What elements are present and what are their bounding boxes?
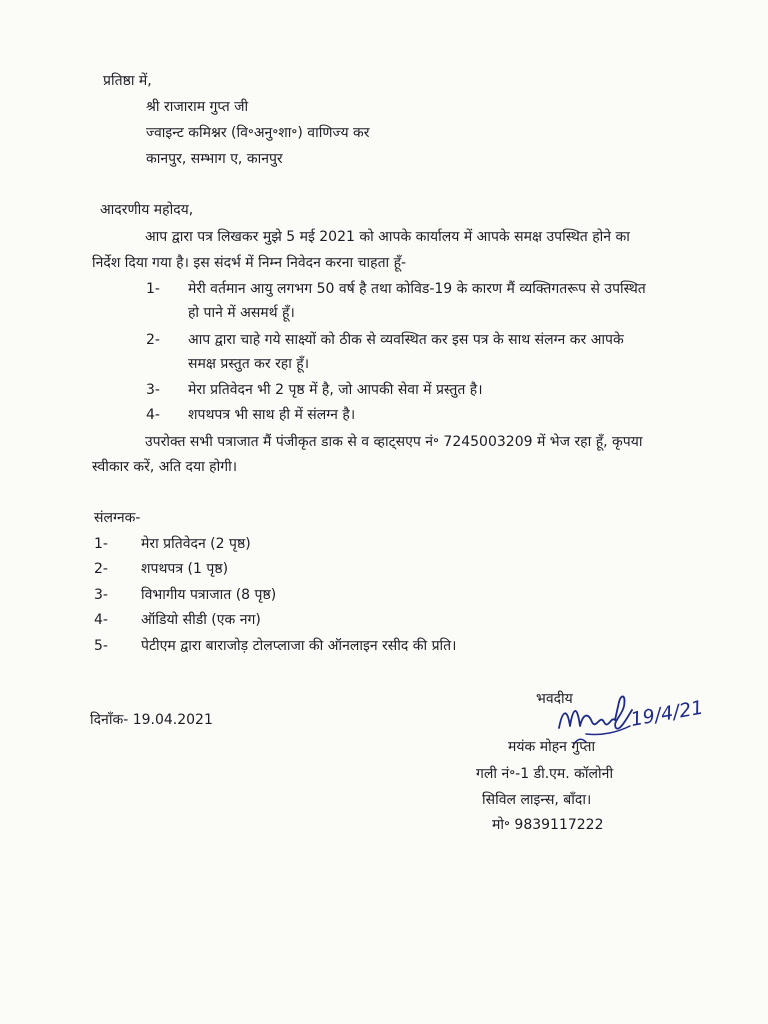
letter-date: दिनाँक- 19.04.2021: [90, 712, 213, 728]
point-number: 3-: [146, 382, 160, 398]
addressee-designation: ज्वाइन्ट कमिश्नर (वि॰अनु॰शा॰) वाणिज्य कर: [146, 125, 370, 141]
enclosure-item: ऑडियो सीडी (एक नग): [141, 612, 261, 628]
enclosures-heading: संलग्नक-: [94, 510, 141, 526]
point-text: मेरा प्रतिवेदन भी 2 पृष्ठ में है, जो आपकी सेवा में प्रस्तुत है।: [188, 382, 483, 398]
point-text: शपथपत्र भी साथ ही में संलग्न है।: [188, 407, 356, 423]
valediction: भवदीय: [536, 691, 573, 707]
greeting: आदरणीय महोदय,: [100, 202, 194, 218]
sender-address-line-2: सिविल लाइन्स, बाँदा।: [482, 792, 592, 808]
salutation-line: प्रतिष्ठा में,: [103, 73, 152, 89]
intro-line-1: आप द्वारा पत्र लिखकर मुझे 5 मई 2021 को आपके कार्यालय में आपके समक्ष उपस्थित होने का: [145, 229, 630, 245]
handwritten-date: 19/4/21: [629, 696, 706, 731]
enclosure-item: पेटीएम द्वारा बाराजोड़ टोलप्लाजा की ऑनलाइन रसीद की प्रति।: [141, 638, 457, 654]
point-text-continued: समक्ष प्रस्तुत कर रहा हूँ।: [188, 356, 310, 372]
closing-line-2: स्वीकार करें, अति दया होगी।: [92, 459, 238, 475]
sender-phone: मो॰ 9839117222: [492, 817, 604, 833]
closing-line-1: उपरोक्त सभी पत्राजात मैं पंजीकृत डाक से व व्हाट्सएप नं॰ 7245003209 में भेज रहा हूँ, कृपया: [145, 434, 643, 450]
enclosure-number: 1-: [94, 536, 108, 552]
enclosure-item: शपथपत्र (1 पृष्ठ): [141, 561, 229, 577]
enclosure-number: 4-: [94, 612, 108, 628]
point-text: आप द्वारा चाहे गये साक्ष्यों को ठीक से व्यवस्थित कर इस पत्र के साथ संलग्न कर आपके: [188, 332, 624, 348]
intro-line-2: निर्देश दिया गया है। इस संदर्भ में निम्न निवेदन करना चाहता हूँ-: [92, 255, 407, 271]
enclosure-number: 5-: [94, 638, 108, 654]
enclosure-item: मेरा प्रतिवेदन (2 पृष्ठ): [141, 536, 251, 552]
enclosure-number: 3-: [94, 587, 108, 603]
point-text: मेरी वर्तमान आयु लगभग 50 वर्ष है तथा कोविड-19 के कारण मैं व्यक्तिगतरूप से उपस्थित: [188, 281, 646, 297]
enclosure-item: विभागीय पत्राजात (8 पृष्ठ): [141, 587, 277, 603]
sender-address-line-1: गली नं॰-1 डी.एम. कॉलोनी: [476, 766, 614, 782]
point-number: 4-: [146, 407, 160, 423]
point-number: 2-: [146, 332, 160, 348]
point-text-continued: हो पाने में असमर्थ हूँ।: [188, 305, 295, 321]
sender-name: मयंक मोहन गुप्ता: [508, 739, 596, 755]
enclosure-number: 2-: [94, 561, 108, 577]
addressee-name: श्री राजाराम गुप्त जी: [146, 99, 249, 115]
point-number: 1-: [146, 281, 160, 297]
addressee-location: कानपुर, सम्भाग ए, कानपुर: [146, 151, 283, 167]
